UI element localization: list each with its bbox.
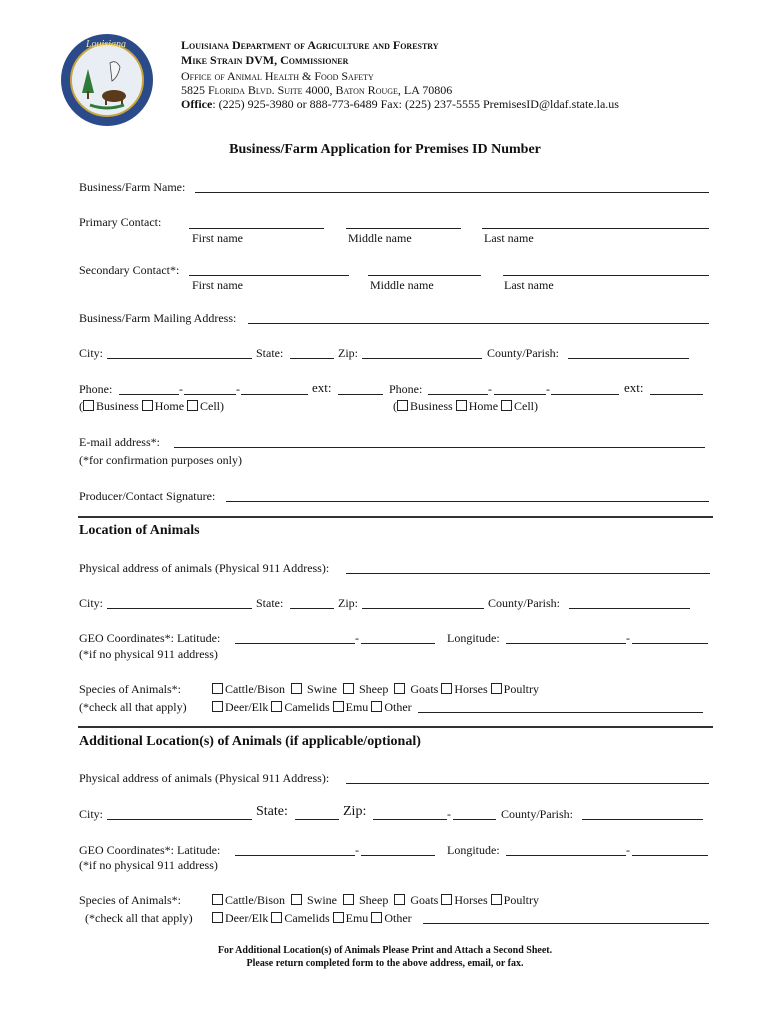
phone2-ext-field[interactable] — [650, 394, 703, 395]
species-label: Goats — [410, 893, 439, 907]
phone1-line-field[interactable] — [241, 394, 308, 395]
species-label: Poultry — [503, 893, 539, 907]
loc-longitude2-field[interactable] — [632, 643, 708, 644]
species-label: Deer/Elk — [225, 700, 269, 714]
loc-species-row1 — [212, 682, 539, 697]
paren: ( — [393, 399, 397, 413]
species-label: Camelids — [284, 911, 330, 925]
phone2-label: Phone: — [389, 382, 423, 396]
county-field[interactable] — [568, 358, 689, 359]
loc-other-checkbox[interactable] — [371, 701, 382, 712]
loc-emu-checkbox[interactable] — [333, 701, 344, 712]
add-longitude-label: Longitude: — [447, 843, 500, 857]
email-note: (*for confirmation purposes only) — [79, 453, 242, 467]
phone2-prefix-field[interactable] — [494, 394, 546, 395]
section-divider — [78, 726, 713, 728]
city-label: City: — [79, 346, 104, 360]
email-label: E-mail address*: — [79, 435, 160, 449]
phone2-cell-checkbox[interactable] — [501, 400, 512, 411]
species-label: Camelids — [284, 700, 330, 714]
add-longitude-field[interactable] — [506, 855, 626, 856]
secondary-middle-field[interactable] — [368, 275, 481, 276]
seal-script-text: Louisiana — [86, 39, 127, 50]
add-cattle-checkbox[interactable] — [212, 894, 223, 905]
primary-middle-field[interactable] — [346, 228, 461, 229]
species-label: Emu — [345, 911, 369, 925]
phone1-label: Phone: — [79, 382, 113, 396]
species-label: Cattle/Bison — [225, 893, 285, 907]
loc-city-label: City: — [79, 596, 104, 610]
species-label: Horses — [454, 682, 488, 696]
checkbox-label: Business — [96, 399, 139, 413]
dash: - — [355, 631, 359, 645]
dash: - — [355, 843, 359, 857]
phone2-home-checkbox[interactable] — [456, 400, 467, 411]
species-label: Deer/Elk — [225, 911, 269, 925]
phone1-business-checkbox[interactable] — [83, 400, 94, 411]
primary-first-caption: First name — [192, 231, 243, 245]
species-label: Poultry — [503, 682, 539, 696]
species-label: Other — [384, 911, 412, 925]
add-geo-label: GEO Coordinates*: Latitude: — [79, 843, 221, 857]
add-species-row2 — [212, 911, 412, 926]
add-zip4-field[interactable] — [453, 819, 496, 820]
dash: - — [626, 631, 630, 645]
signature-field[interactable] — [226, 501, 709, 502]
species-label: Horses — [454, 893, 488, 907]
checkbox-label: Home — [154, 399, 185, 413]
add-species-label: Species of Animals*: — [79, 893, 181, 907]
mailing-address-field[interactable] — [248, 323, 709, 324]
loc-sheep-checkbox[interactable] — [343, 683, 354, 694]
office-name: Office of Animal Health & Food Safety — [181, 69, 374, 83]
checkbox-label: Home — [468, 399, 499, 413]
checkbox-label: Cell) — [514, 399, 539, 413]
phone1-area-field[interactable] — [119, 394, 179, 395]
loc-physical-field[interactable] — [346, 573, 710, 574]
location-heading: Location of Animals — [79, 523, 200, 538]
add-latitude2-field[interactable] — [361, 855, 435, 856]
loc-state-field[interactable] — [290, 608, 334, 609]
business-name-field[interactable] — [195, 192, 709, 193]
dept-name: Louisiana Department of Agriculture and Forestry — [181, 38, 439, 52]
add-city-label: City: — [79, 807, 104, 821]
paren: ( — [79, 399, 83, 413]
add-state-field[interactable] — [295, 819, 339, 820]
loc-zip-label: Zip: — [338, 596, 358, 610]
loc-goats-checkbox[interactable] — [394, 683, 405, 694]
loc-latitude2-field[interactable] — [361, 643, 435, 644]
add-camelids-checkbox[interactable] — [271, 912, 282, 923]
zip-field[interactable] — [362, 358, 482, 359]
add-deer-checkbox[interactable] — [212, 912, 223, 923]
add-sheep-checkbox[interactable] — [343, 894, 354, 905]
add-other-field[interactable] — [423, 923, 709, 924]
state-field[interactable] — [290, 358, 334, 359]
loc-county-field[interactable] — [569, 608, 690, 609]
ldaf-seal — [60, 33, 154, 127]
phone2-ext-label: ext: — [624, 380, 644, 395]
add-geo-note: (*if no physical 911 address) — [79, 858, 218, 872]
loc-species-row2 — [212, 700, 412, 715]
loc-latitude-field[interactable] — [235, 643, 355, 644]
loc-geo-label: GEO Coordinates*: Latitude: — [79, 631, 221, 645]
secondary-last-field[interactable] — [503, 275, 709, 276]
office-address: 5825 Florida Blvd. Suite 4000, Baton Rouge, LA 70806 — [181, 83, 453, 97]
section-divider — [78, 516, 713, 518]
loc-geo-note: (*if no physical 911 address) — [79, 647, 218, 661]
primary-contact-label: Primary Contact: — [79, 215, 162, 229]
species-label: Swine — [307, 893, 337, 907]
species-label: Cattle/Bison — [225, 682, 285, 696]
add-horses-checkbox[interactable] — [441, 894, 452, 905]
species-label: Other — [384, 700, 412, 714]
state-label: State: — [256, 346, 284, 360]
dash: - — [236, 382, 240, 396]
secondary-first-caption: First name — [192, 278, 243, 292]
phone2-type-group — [393, 399, 538, 414]
species-label: Swine — [307, 682, 337, 696]
add-zip-label: Zip: — [343, 804, 367, 819]
add-species-row1 — [212, 893, 539, 908]
secondary-first-field[interactable] — [189, 275, 349, 276]
office-contact: Office: (225) 925-3980 or 888-773-6489 Fax: (225) 237-5555 PremisesID@ldaf.state.la.us — [181, 97, 619, 111]
primary-last-caption: Last name — [484, 231, 534, 245]
secondary-contact-label: Secondary Contact*: — [79, 263, 180, 277]
form-title: Business/Farm Application for Premises ID Number — [229, 142, 541, 157]
email-field[interactable] — [174, 447, 705, 448]
add-longitude2-field[interactable] — [632, 855, 708, 856]
city-field[interactable] — [107, 358, 252, 359]
dash: - — [179, 382, 183, 396]
add-swine-checkbox[interactable] — [291, 894, 302, 905]
loc-zip-field[interactable] — [362, 608, 484, 609]
loc-poultry-checkbox[interactable] — [491, 683, 502, 694]
loc-cattle-checkbox[interactable] — [212, 683, 223, 694]
add-city-field[interactable] — [107, 819, 252, 820]
add-state-label: State: — [256, 804, 288, 819]
phone1-prefix-field[interactable] — [184, 394, 236, 395]
species-label: Sheep — [359, 682, 389, 696]
phone1-cell-checkbox[interactable] — [187, 400, 198, 411]
species-label: Emu — [345, 700, 369, 714]
dash: - — [626, 843, 630, 857]
commissioner: Mike Strain DVM, Commissioner — [181, 53, 349, 67]
primary-first-field[interactable] — [189, 228, 324, 229]
mailing-address-label: Business/Farm Mailing Address: — [79, 311, 237, 325]
secondary-middle-caption: Middle name — [370, 278, 434, 292]
add-goats-checkbox[interactable] — [394, 894, 405, 905]
phone1-home-checkbox[interactable] — [142, 400, 153, 411]
phone2-area-field[interactable] — [428, 394, 488, 395]
add-physical-field[interactable] — [346, 783, 709, 784]
loc-horses-checkbox[interactable] — [441, 683, 452, 694]
phone1-ext-field[interactable] — [338, 394, 383, 395]
add-county-field[interactable] — [582, 819, 703, 820]
signature-label: Producer/Contact Signature: — [79, 489, 216, 503]
loc-state-label: State: — [256, 596, 284, 610]
add-emu-checkbox[interactable] — [333, 912, 344, 923]
add-zip-field[interactable] — [373, 819, 447, 820]
loc-camelids-checkbox[interactable] — [271, 701, 282, 712]
phone1-type-group — [79, 399, 224, 414]
phone2-line-field[interactable] — [551, 394, 619, 395]
additional-heading: Additional Location(s) of Animals (if applicable/optional) — [79, 734, 421, 749]
footer-line1: For Additional Location(s) of Animals Please Print and Attach a Second Sheet. — [217, 945, 553, 956]
add-species-note: (*check all that apply) — [85, 911, 193, 925]
species-label: Sheep — [359, 893, 389, 907]
loc-deer-checkbox[interactable] — [212, 701, 223, 712]
loc-species-label: Species of Animals*: — [79, 682, 181, 696]
species-label: Goats — [410, 682, 439, 696]
loc-physical-label: Physical address of animals (Physical 911 Address): — [79, 561, 330, 575]
primary-last-field[interactable] — [482, 228, 709, 229]
checkbox-label: Cell) — [200, 399, 225, 413]
dash: - — [546, 382, 550, 396]
primary-middle-caption: Middle name — [348, 231, 412, 245]
add-latitude-field[interactable] — [235, 855, 355, 856]
loc-longitude-field[interactable] — [506, 643, 626, 644]
loc-county-label: County/Parish: — [488, 596, 561, 610]
phone2-business-checkbox[interactable] — [397, 400, 408, 411]
add-county-label: County/Parish: — [501, 807, 574, 821]
loc-other-field[interactable] — [418, 712, 703, 713]
loc-swine-checkbox[interactable] — [291, 683, 302, 694]
zip-label: Zip: — [338, 346, 358, 360]
add-poultry-checkbox[interactable] — [491, 894, 502, 905]
add-physical-label: Physical address of animals (Physical 911 Address): — [79, 771, 330, 785]
phone1-ext-label: ext: — [312, 380, 332, 395]
loc-species-note: (*check all that apply) — [79, 700, 187, 714]
county-label: County/Parish: — [487, 346, 560, 360]
loc-city-field[interactable] — [107, 608, 252, 609]
business-name-label: Business/Farm Name: — [79, 180, 186, 194]
checkbox-label: Business — [410, 399, 453, 413]
dash: - — [447, 807, 451, 821]
dash: - — [488, 382, 492, 396]
footer-line2: Please return completed form to the above address, email, or fax. — [246, 958, 524, 969]
secondary-last-caption: Last name — [504, 278, 554, 292]
loc-longitude-label: Longitude: — [447, 631, 500, 645]
add-other-checkbox[interactable] — [371, 912, 382, 923]
